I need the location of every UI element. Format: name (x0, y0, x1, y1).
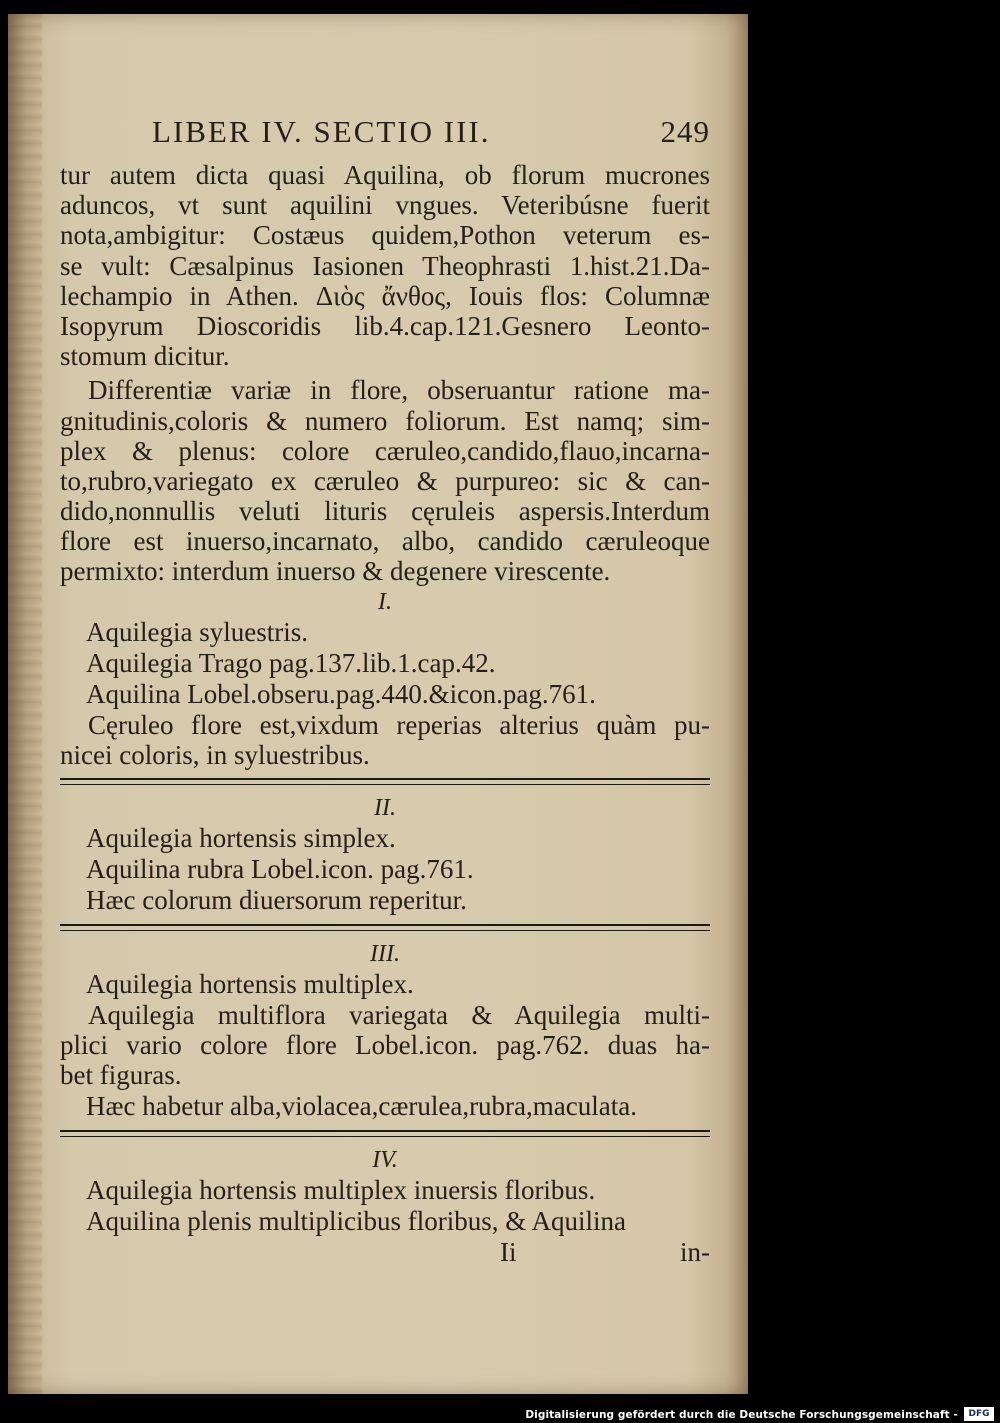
entry-line: plici vario colore flore Lobel.icon. pag.762. duas ha- (60, 1030, 710, 1061)
section-numeral: II. (374, 795, 396, 821)
entry-line: bet figuras. (60, 1060, 182, 1091)
section-iii (60, 939, 710, 1122)
dfg-logo: DFG (964, 1407, 994, 1421)
text-line: gnitudinis,coloris & numero foliorum. Est namq; sim- (60, 405, 710, 436)
text-line: aduncos, vt sunt aquilini vngues. Veteribúsne fuerit (60, 190, 710, 221)
page-text (60, 114, 710, 1268)
header-title: LIBER IV. SECTIO III. (152, 114, 491, 149)
section-i (60, 587, 710, 770)
text-line: flore est inuerso,incarnato, albo, candido cæruleoque (60, 526, 710, 557)
section-numeral: I. (378, 588, 392, 615)
entry-line: Aquilegia Trago pag.137.lib.1.cap.42. (86, 647, 496, 678)
digitization-credit: Digitalisierung gefördert durch die Deutsche Forschungsgemeinschaft - (525, 1409, 958, 1421)
text-line: stomum dicitur. (60, 341, 230, 372)
text-line: plex & plenus: colore cæruleo,candido,flauo,incarna- (60, 435, 710, 466)
text-line: nota,ambigitur: Costæus quidem,Pothon veterum es- (60, 220, 710, 251)
section-numeral: III. (370, 941, 400, 967)
entry-line: Cęruleo flore est,vixdum reperias alterius quàm pu- (88, 709, 710, 740)
entry-line: nicei coloris, in syluestribus. (60, 739, 370, 770)
section-divider (60, 924, 710, 931)
text-line: se vult: Cæsalpinus Iasionen Theophrasti 1.hist.21.Da- (60, 250, 710, 281)
catchword: in- (680, 1236, 710, 1267)
entry-line: Aquilina rubra Lobel.icon. pag.761. (86, 854, 474, 884)
entry-line: Hæc habetur alba,violacea,cærulea,rubra,maculata. (86, 1090, 637, 1121)
entry-line: Aquilegia syluestris. (86, 616, 308, 647)
text-line: permixto: interdum inuerso & degenere virescente. (60, 556, 611, 587)
section-ii (60, 793, 710, 916)
text-line: lechampio in Athen. Διὸς ἄνθος, Iouis flos: Columnæ (60, 280, 710, 311)
text-line: Isopyrum Dioscoridis lib.4.cap.121.Gesnero Leonto- (60, 310, 710, 341)
entry-line: Aquilegia hortensis multiplex inuersis floribus. (86, 1174, 596, 1205)
text-line: dido,nonnullis veluti lituris cęruleis aspersis.Interdum (60, 496, 710, 527)
running-header (60, 114, 710, 160)
book-page (8, 14, 748, 1394)
text-line: Differentiæ variæ in flore, obseruantur ratione ma- (88, 375, 710, 406)
entry-line: Aquilegia hortensis simplex. (86, 823, 396, 853)
entry-line: Aquilegia multiflora variegata & Aquilegia multi- (88, 1000, 710, 1030)
signature-mark: Ii (500, 1236, 517, 1267)
text-line: to,rubro,variegato ex cæruleo & purpureo: sic & can- (60, 465, 710, 496)
entry-line: Aquilegia hortensis multiplex. (86, 969, 414, 999)
page-number: 249 (660, 114, 710, 149)
intro-paragraph (60, 160, 710, 371)
section-numeral: IV. (372, 1146, 398, 1173)
entry-line: Hæc colorum diuersorum reperitur. (86, 885, 467, 915)
entry-line: Aquilina plenis multiplicibus floribus, & Aquilina (86, 1205, 626, 1236)
text-line: tur autem dicta quasi Aquilina, ob florum mucrones (60, 160, 710, 190)
page-gutter-edge (8, 14, 42, 1394)
section-divider (60, 778, 710, 785)
entry-line: Aquilina Lobel.obseru.pag.440.&icon.pag.761. (86, 678, 596, 709)
page-footer (60, 1237, 710, 1268)
section-divider (60, 1130, 710, 1137)
section-iv (60, 1145, 710, 1237)
differentiae-paragraph (60, 375, 710, 586)
